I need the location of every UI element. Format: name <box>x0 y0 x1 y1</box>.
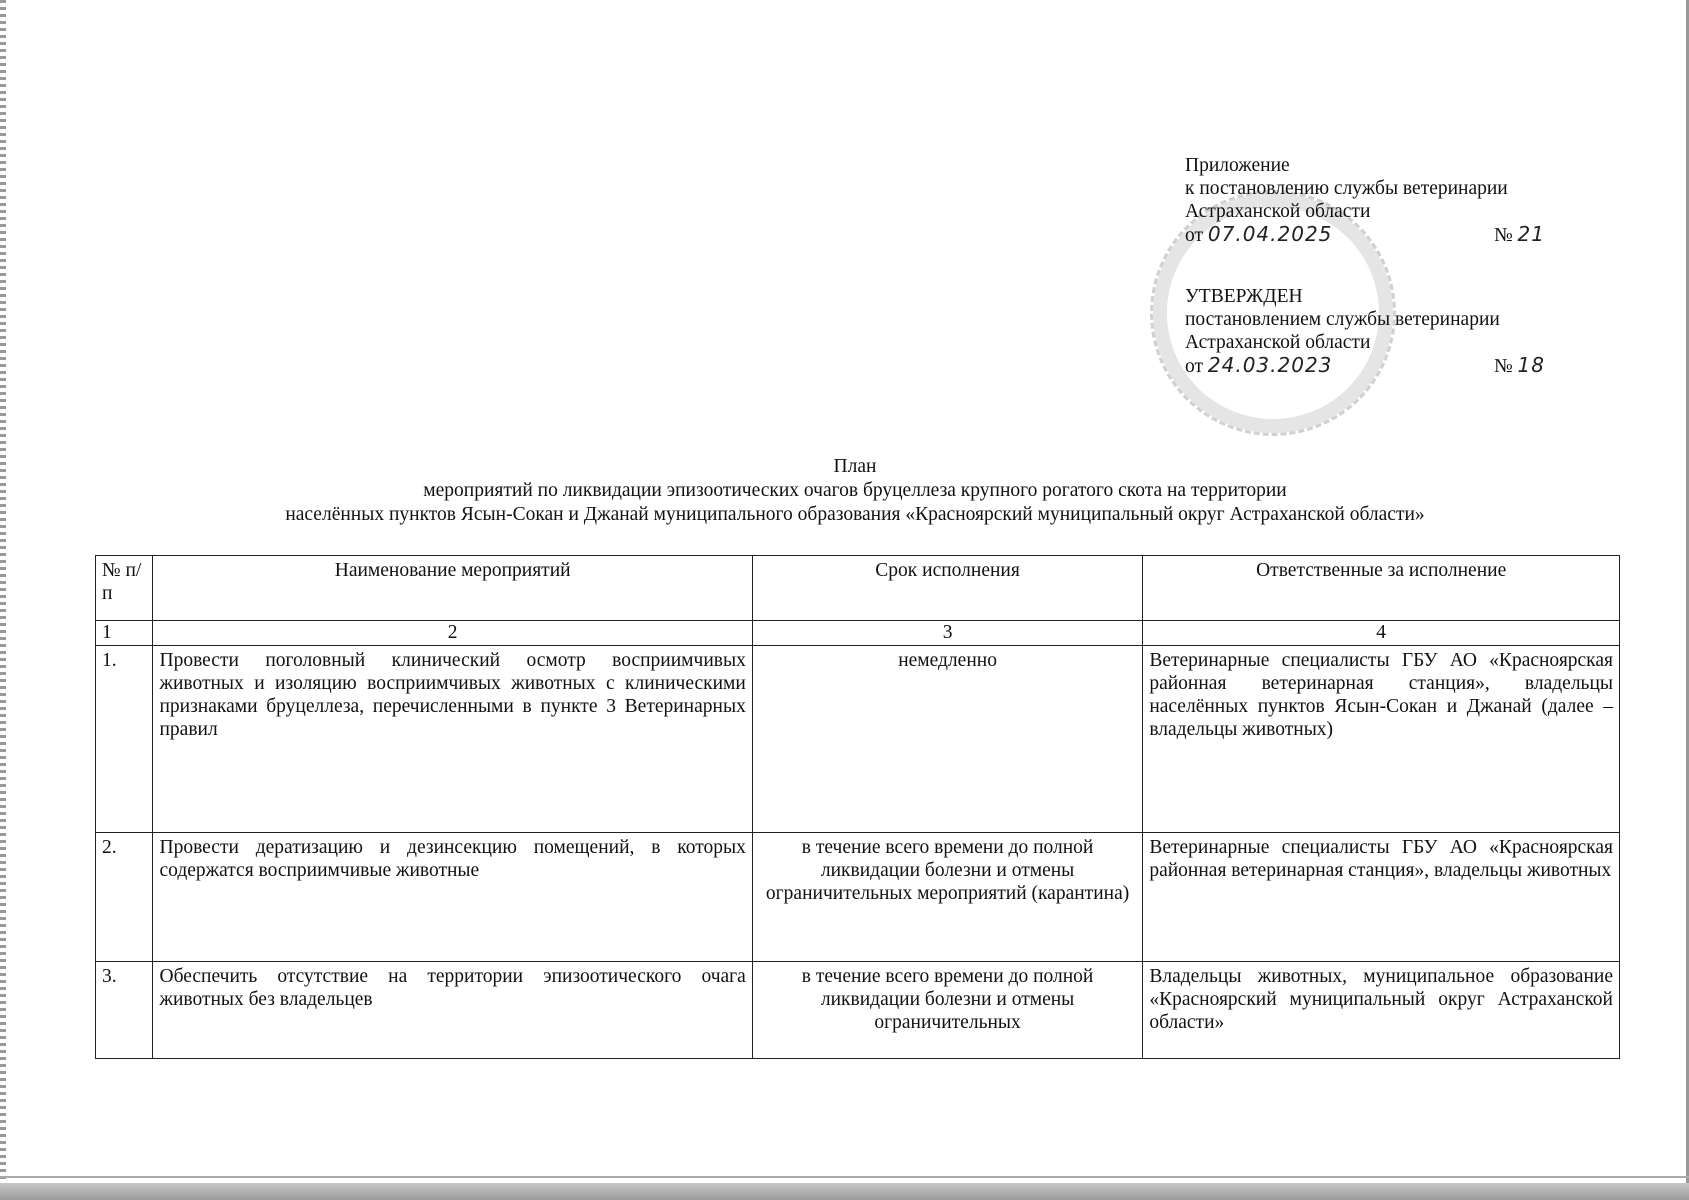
annex-number-prefix: № <box>1494 225 1513 246</box>
column-number-1: 1 <box>96 621 153 646</box>
scan-bottom-shadow <box>0 1183 1689 1200</box>
table-row <box>96 646 1620 833</box>
row-num: 2. <box>96 833 153 962</box>
approved-number-wrap <box>1494 354 1545 378</box>
row-action: Обеспечить отсутствие на территории эпизоотического очага животных без владельцев <box>153 962 752 1059</box>
scan-bottom-line <box>0 1176 1689 1178</box>
approval-block <box>1185 154 1605 378</box>
header-num: № п/п <box>96 556 153 621</box>
approved-region: Астраханской области <box>1185 332 1371 353</box>
table-row <box>96 962 1620 1059</box>
annex-number-wrap <box>1494 223 1545 247</box>
title-line-3: населённых пунктов Ясын-Сокан и Джанай муниципального образования «Красноярский муниципальный округ Астраханской области» <box>285 504 1425 525</box>
scan-left-edge <box>0 0 6 1200</box>
header-responsible: Ответственные за исполнение <box>1143 556 1620 621</box>
annex-date: 07.04.2025 <box>1207 222 1333 246</box>
row-action: Провести дератизацию и дезинсекцию помещений, в которых содержатся восприимчивые животные <box>153 833 752 962</box>
row-num: 1. <box>96 646 153 833</box>
row-responsible: Ветеринарные специалисты ГБУ АО «Красноярская районная ветеринарная станция», владельцы животных <box>1143 833 1620 962</box>
title-line-2: мероприятий по ликвидации эпизоотических очагов бруцеллеза крупного рогатого скота на территории <box>423 480 1287 501</box>
header-deadline: Срок исполнения <box>752 556 1143 621</box>
column-number-2: 2 <box>153 621 752 646</box>
title-line-1: План <box>833 456 877 477</box>
approved-number: 18 <box>1517 353 1545 377</box>
column-number-3: 3 <box>752 621 1143 646</box>
annex-date-prefix: от <box>1185 225 1204 246</box>
approved-title: УТВЕРЖДЕН <box>1185 286 1303 307</box>
annex-number: 21 <box>1517 222 1545 246</box>
annex-title: Приложение <box>1185 155 1290 176</box>
annex-region: Астраханской области <box>1185 201 1371 222</box>
row-deadline: в течение всего времени до полной ликвидации болезни и отмены ограничительных мероприятий (карантина) <box>752 833 1143 962</box>
approved-number-prefix: № <box>1494 356 1513 377</box>
row-action: Провести поголовный клинический осмотр восприимчивых животных и изоляцию восприимчивых животных с клиническими признаками бруцеллеза, перечисленными в пункте 3 Ветеринарных правил <box>153 646 752 833</box>
measures-table <box>95 555 1620 1059</box>
table-row <box>96 833 1620 962</box>
approved-by: постановлением службы ветеринарии <box>1185 309 1500 330</box>
column-number-row <box>96 621 1620 646</box>
row-deadline: в течение всего времени до полной ликвидации болезни и отмены ограничительных <box>752 962 1143 1059</box>
approved-date-line <box>1185 354 1605 378</box>
row-deadline: немедленно <box>752 646 1143 833</box>
approved-date: 24.03.2023 <box>1207 353 1333 377</box>
column-number-4: 4 <box>1143 621 1620 646</box>
annex-date-line <box>1185 223 1605 247</box>
row-responsible: Владельцы животных, муниципальное образование «Красноярский муниципальный округ Астраханской области» <box>1143 962 1620 1059</box>
header-action: Наименование мероприятий <box>153 556 752 621</box>
document-title <box>90 455 1620 527</box>
approved-date-prefix: от <box>1185 356 1204 377</box>
row-responsible: Ветеринарные специалисты ГБУ АО «Красноярская районная ветеринарная станция», владельцы населённых пунктов Ясын-Сокан и Джанай (далее – владельцы животных) <box>1143 646 1620 833</box>
table-header-row <box>96 556 1620 621</box>
row-num: 3. <box>96 962 153 1059</box>
annex-to: к постановлению службы ветеринарии <box>1185 178 1508 199</box>
